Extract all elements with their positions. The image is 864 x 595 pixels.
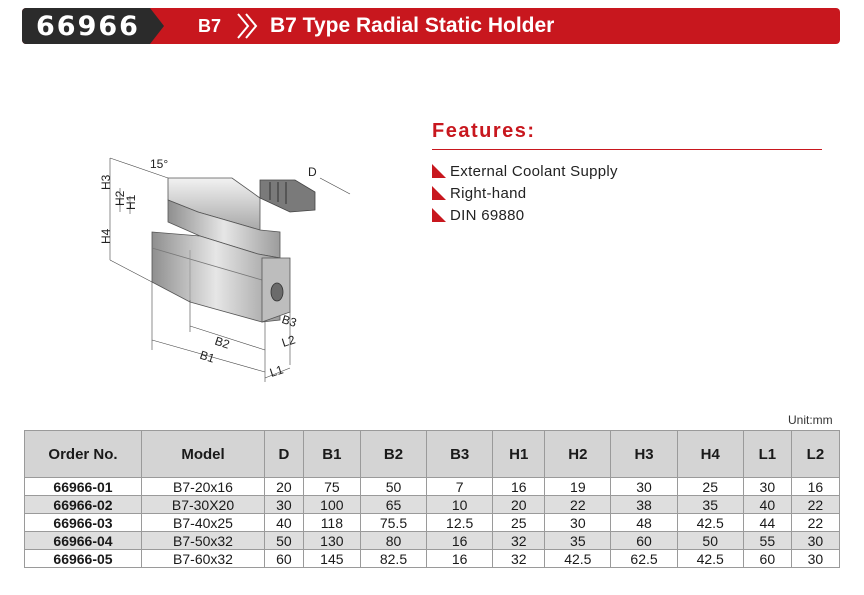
- cell-l1: 44: [743, 514, 791, 532]
- cell-l1: 30: [743, 478, 791, 496]
- cell-h4: 42.5: [677, 514, 743, 532]
- cell-h2: 19: [545, 478, 611, 496]
- cell-l2: 16: [791, 478, 839, 496]
- cell-b2: 82.5: [360, 550, 426, 568]
- col-model: Model: [142, 431, 265, 478]
- page-title: B7 Type Radial Static Holder: [270, 14, 555, 37]
- cell-b3: 7: [427, 478, 493, 496]
- cell-l2: 30: [791, 550, 839, 568]
- cell-order-no: 66966-01: [25, 478, 142, 496]
- feature-text: External Coolant Supply: [450, 162, 618, 180]
- features-list: [432, 160, 618, 226]
- cell-l2: 22: [791, 514, 839, 532]
- col-l1: L1: [743, 431, 791, 478]
- cell-b3: 10: [427, 496, 493, 514]
- red-triangle-bullet-icon: [432, 186, 446, 200]
- cell-h4: 35: [677, 496, 743, 514]
- cell-l2: 30: [791, 532, 839, 550]
- col-h4: H4: [677, 431, 743, 478]
- cell-h4: 25: [677, 478, 743, 496]
- col-d: D: [265, 431, 304, 478]
- cell-model: B7-30X20: [142, 496, 265, 514]
- table-row: [25, 478, 840, 496]
- cell-d: 20: [265, 478, 304, 496]
- feature-item: [432, 204, 618, 226]
- cell-b2: 65: [360, 496, 426, 514]
- title-banner: [22, 8, 840, 44]
- label-b3: B3: [280, 312, 299, 330]
- cell-order-no: 66966-02: [25, 496, 142, 514]
- col-l2: L2: [791, 431, 839, 478]
- cell-h3: 60: [611, 532, 677, 550]
- series-label: B7: [198, 16, 222, 36]
- cell-b2: 50: [360, 478, 426, 496]
- cell-d: 30: [265, 496, 304, 514]
- table-row: [25, 532, 840, 550]
- chevron-right-icon: [234, 8, 264, 44]
- feature-text: Right-hand: [450, 184, 527, 202]
- cell-l1: 55: [743, 532, 791, 550]
- col-order-no: Order No.: [25, 431, 142, 478]
- table-row: [25, 550, 840, 568]
- feature-item: [432, 160, 618, 182]
- label-h2: H2: [113, 190, 127, 206]
- col-b3: B3: [427, 431, 493, 478]
- cell-order-no: 66966-03: [25, 514, 142, 532]
- label-angle: 15°: [150, 157, 169, 171]
- table-row: [25, 514, 840, 532]
- cell-h4: 50: [677, 532, 743, 550]
- cell-h3: 38: [611, 496, 677, 514]
- cell-h1: 20: [493, 496, 545, 514]
- label-l1: L1: [268, 362, 286, 380]
- col-b1: B1: [303, 431, 360, 478]
- label-l2: L2: [280, 332, 298, 350]
- cell-d: 50: [265, 532, 304, 550]
- label-h1: H1: [124, 194, 138, 210]
- cell-h3: 62.5: [611, 550, 677, 568]
- cell-b3: 12.5: [427, 514, 493, 532]
- cell-model: B7-60x32: [142, 550, 265, 568]
- cell-h2: 22: [545, 496, 611, 514]
- col-h2: H2: [545, 431, 611, 478]
- cell-h1: 32: [493, 550, 545, 568]
- cell-model: B7-40x25: [142, 514, 265, 532]
- cell-h2: 30: [545, 514, 611, 532]
- product-code: 66966: [36, 11, 140, 42]
- unit-label: Unit:mm: [788, 413, 833, 427]
- cell-model: B7-50x32: [142, 532, 265, 550]
- cell-l1: 40: [743, 496, 791, 514]
- cell-b3: 16: [427, 550, 493, 568]
- coolant-port: [271, 283, 283, 301]
- holder-dimension-diagram: [90, 150, 360, 390]
- cell-h3: 48: [611, 514, 677, 532]
- cell-h1: 16: [493, 478, 545, 496]
- cell-order-no: 66966-04: [25, 532, 142, 550]
- cell-d: 60: [265, 550, 304, 568]
- cell-h4: 42.5: [677, 550, 743, 568]
- cell-h2: 35: [545, 532, 611, 550]
- col-h1: H1: [493, 431, 545, 478]
- label-h4: H4: [99, 228, 113, 244]
- cell-d: 40: [265, 514, 304, 532]
- red-triangle-bullet-icon: [432, 164, 446, 178]
- label-b2: B2: [213, 333, 232, 352]
- cell-b2: 75.5: [360, 514, 426, 532]
- red-triangle-bullet-icon: [432, 208, 446, 222]
- spec-table: [24, 430, 840, 568]
- features-heading: Features:: [432, 120, 536, 142]
- feature-item: [432, 182, 618, 204]
- cell-b1: 118: [303, 514, 360, 532]
- cell-h1: 32: [493, 532, 545, 550]
- features-divider: [432, 149, 822, 150]
- cell-b3: 16: [427, 532, 493, 550]
- col-h3: H3: [611, 431, 677, 478]
- cell-model: B7-20x16: [142, 478, 265, 496]
- cell-b1: 100: [303, 496, 360, 514]
- cell-h3: 30: [611, 478, 677, 496]
- cell-b1: 145: [303, 550, 360, 568]
- cell-b1: 75: [303, 478, 360, 496]
- col-b2: B2: [360, 431, 426, 478]
- cell-l2: 22: [791, 496, 839, 514]
- feature-text: DIN 69880: [450, 206, 525, 224]
- cell-order-no: 66966-05: [25, 550, 142, 568]
- cell-h2: 42.5: [545, 550, 611, 568]
- table-row: [25, 496, 840, 514]
- cell-b2: 80: [360, 532, 426, 550]
- cell-h1: 25: [493, 514, 545, 532]
- cell-b1: 130: [303, 532, 360, 550]
- shank: [260, 180, 315, 212]
- label-b1: B1: [198, 347, 217, 366]
- label-d: D: [308, 165, 317, 179]
- label-h3: H3: [99, 174, 113, 190]
- table-header-row: [25, 431, 840, 478]
- cell-l1: 60: [743, 550, 791, 568]
